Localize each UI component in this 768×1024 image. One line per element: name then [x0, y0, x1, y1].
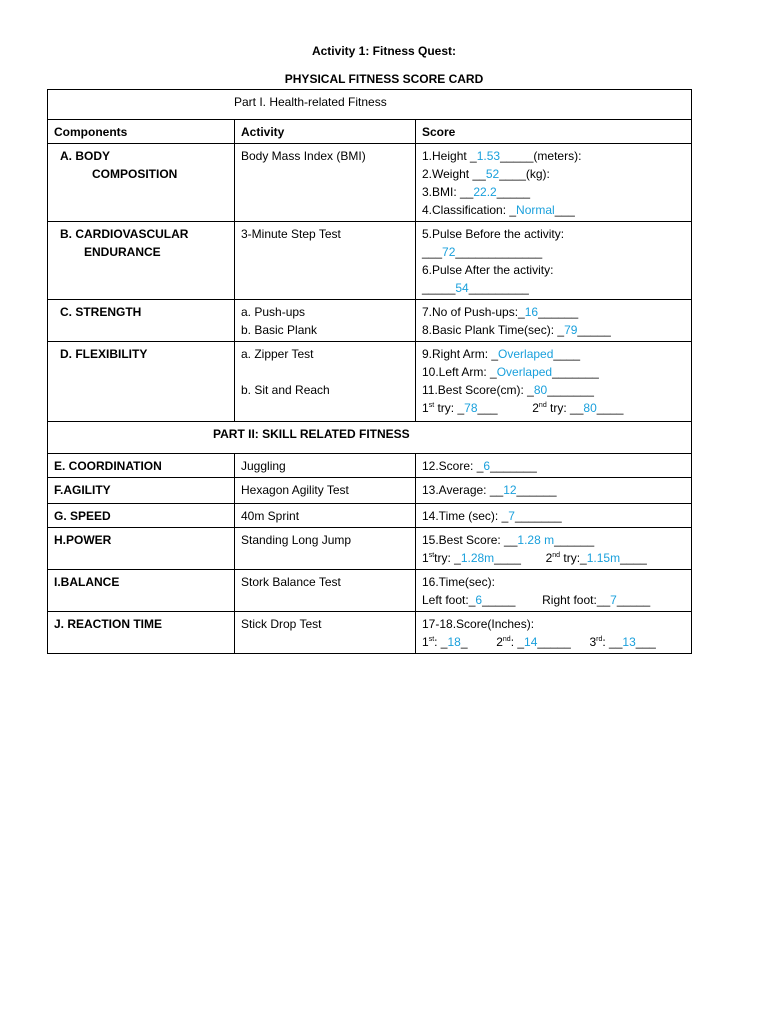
- activity-cell: [235, 300, 416, 342]
- balance-feet-line: [422, 591, 685, 609]
- tries-line: [422, 399, 685, 417]
- height-line: [422, 147, 685, 165]
- table-row: [48, 144, 692, 222]
- try2-sup: nd: [538, 402, 547, 409]
- table-row: [48, 612, 692, 654]
- pulse-before-value: 72: [442, 245, 456, 259]
- classification-value: Normal: [516, 203, 555, 217]
- table-row: [48, 342, 692, 422]
- score-cell: [416, 612, 692, 654]
- plank-value: 79: [564, 323, 578, 337]
- pulse-before-label: 5.Pulse Before the activity:: [422, 227, 565, 241]
- power-try2-suffix: ____: [620, 551, 647, 565]
- weight-line: [422, 165, 685, 183]
- best-score-value: 80: [533, 383, 548, 397]
- reaction-t2-value: 14: [524, 635, 538, 649]
- activity-cell: Standing Long Jump: [235, 528, 416, 570]
- activity-item: b. Sit and Reach: [241, 383, 330, 397]
- activity-cell: Hexagon Agility Test: [235, 478, 416, 504]
- score-cell: [416, 342, 692, 422]
- left-arm-value: Overlaped: [496, 365, 553, 379]
- activity-cell: 40m Sprint: [235, 504, 416, 528]
- score-cell: [416, 570, 692, 612]
- best-score-label: 11.Best Score(cm): _: [422, 383, 534, 397]
- bmi-label: 3.BMI: __: [422, 185, 474, 199]
- component-cell: F.AGILITY: [48, 478, 235, 504]
- best-score-suffix: _______: [547, 383, 594, 397]
- try2-num: 2: [532, 401, 539, 415]
- power-try2-value: 1.15m: [586, 551, 621, 565]
- fitness-score-table: [47, 89, 692, 654]
- component-cell: I.BALANCE: [48, 570, 235, 612]
- right-arm-label: 9.Right Arm: _: [422, 347, 499, 361]
- scorecard-title: PHYSICAL FITNESS SCORE CARD: [284, 72, 484, 86]
- activity-cell: Stick Drop Test: [235, 612, 416, 654]
- agility-suffix: ______: [516, 483, 557, 497]
- power-try1-sup: st: [428, 552, 435, 559]
- component-label: ENDURANCE: [84, 245, 161, 259]
- component-label: COMPOSITION: [92, 167, 178, 181]
- right-foot-label: Right foot:__: [542, 593, 611, 607]
- activity-cell: Juggling: [235, 454, 416, 478]
- coordination-value: 6: [483, 459, 491, 473]
- left-arm-suffix: _______: [552, 365, 599, 379]
- score-cell: [416, 454, 692, 478]
- component-cell: [48, 144, 235, 222]
- part1-title-row: [48, 90, 692, 120]
- left-arm-label: 10.Left Arm: _: [422, 365, 497, 379]
- right-arm-suffix: ____: [553, 347, 581, 361]
- try2-suffix: ____: [596, 401, 624, 415]
- reaction-tries-line: [422, 633, 685, 651]
- score-cell: [416, 300, 692, 342]
- part1-title-text: Part I. Health-related Fitness: [234, 95, 387, 109]
- reaction-t2-suffix: _____: [537, 635, 571, 649]
- agility-label: 13.Average: __: [422, 483, 504, 497]
- weight-suffix: ____(kg):: [499, 167, 550, 181]
- component-label: A. BODY: [60, 149, 111, 163]
- spacer: [241, 363, 409, 381]
- best-score-line: [422, 381, 685, 399]
- component-cell: [48, 222, 235, 300]
- score-cell: [416, 222, 692, 300]
- table-row: [48, 454, 692, 478]
- power-best-line: [422, 531, 685, 549]
- pulse-after-prefix: _____: [422, 281, 456, 295]
- power-try2-num: 2: [545, 551, 553, 565]
- activity-cell: Body Mass Index (BMI): [235, 144, 416, 222]
- activity-title: Activity 1: Fitness Quest:: [311, 44, 457, 58]
- right-foot-suffix: _____: [616, 593, 651, 607]
- try2-label: try: __: [546, 401, 584, 415]
- activity-cell: Stork Balance Test: [235, 570, 416, 612]
- height-label: 1.Height _: [422, 149, 477, 163]
- power-try2-sup: nd: [552, 552, 561, 559]
- header-activity: Activity: [235, 120, 416, 144]
- reaction-t1-sup: st: [428, 636, 435, 643]
- reaction-t2-label: : _: [510, 635, 525, 649]
- pushups-label: 7.No of Push-ups:_: [422, 305, 525, 319]
- classification-label: 4.Classification: _: [422, 203, 517, 217]
- reaction-t1-num: 1: [422, 635, 429, 649]
- agility-value: 12: [503, 483, 517, 497]
- right-arm-value: Overlaped: [498, 347, 554, 361]
- coordination-suffix: _______: [490, 459, 537, 473]
- bmi-value: 22.2: [473, 185, 497, 199]
- part2-title: [48, 422, 692, 454]
- try1-value: 78: [464, 401, 478, 415]
- reaction-t1-suffix: _: [460, 635, 468, 649]
- score-cell: [416, 478, 692, 504]
- reaction-t1-value: 18: [447, 635, 461, 649]
- speed-value: 7: [508, 509, 515, 523]
- header-components: Components: [48, 120, 235, 144]
- height-value: 1.53: [476, 149, 501, 163]
- pulse-before-prefix: ___: [422, 245, 443, 259]
- left-arm-line: [422, 363, 685, 381]
- plank-suffix: _____: [577, 323, 611, 337]
- pushups-line: [422, 303, 685, 321]
- right-foot-value: 7: [610, 593, 617, 607]
- pulse-before-line: [422, 243, 685, 261]
- reaction-t1-label: : _: [434, 635, 448, 649]
- activity-cell: 3-Minute Step Test: [235, 222, 416, 300]
- right-arm-line: [422, 345, 685, 363]
- pushups-suffix: ______: [538, 305, 579, 319]
- left-foot-value: 6: [475, 593, 483, 607]
- activity-item: a. Zipper Test: [241, 347, 314, 361]
- try1-num: 1: [422, 401, 429, 415]
- try2-value: 80: [583, 401, 597, 415]
- power-best-label: 15.Best Score: __: [422, 533, 518, 547]
- power-tries-line: [422, 549, 685, 567]
- pulse-after-suffix: _________: [468, 281, 529, 295]
- score-cell: [416, 528, 692, 570]
- score-cell: [416, 144, 692, 222]
- component-cell: G. SPEED: [48, 504, 235, 528]
- component-cell: C. STRENGTH: [48, 300, 235, 342]
- power-best-suffix: ______: [554, 533, 595, 547]
- power-best-value: 1.28 m: [517, 533, 555, 547]
- part2-title-row: [48, 422, 692, 454]
- power-try1-value: 1.28m: [460, 551, 495, 565]
- try1-label: try: _: [434, 401, 465, 415]
- try1-suffix: ___: [477, 401, 498, 415]
- power-try1-num: 1: [422, 551, 429, 565]
- pulse-after-label: 6.Pulse After the activity:: [422, 263, 554, 277]
- pulse-after-value: 54: [455, 281, 469, 295]
- header-score: Score: [416, 120, 692, 144]
- pulse-after-line: [422, 279, 685, 297]
- bmi-line: [422, 183, 685, 201]
- bmi-suffix: _____: [496, 185, 531, 199]
- classification-line: [422, 201, 685, 219]
- try1-sup: st: [428, 402, 435, 409]
- plank-line: [422, 321, 685, 339]
- speed-suffix: _______: [514, 509, 562, 523]
- coordination-label: 12.Score: _: [422, 459, 484, 473]
- pushups-value: 16: [524, 305, 539, 319]
- activity-cell: [235, 342, 416, 422]
- table-row: [48, 222, 692, 300]
- balance-label: 16.Time(sec):: [422, 575, 495, 589]
- reaction-t3-value: 13: [622, 635, 636, 649]
- table-row: [48, 300, 692, 342]
- power-try1-label: try: _: [434, 551, 461, 565]
- speed-label: 14.Time (sec): _: [422, 509, 509, 523]
- left-foot-label: Left foot:_: [422, 593, 476, 607]
- reaction-label: 17-18.Score(Inches):: [422, 617, 535, 631]
- table-row: [48, 570, 692, 612]
- left-foot-suffix: _____: [482, 593, 516, 607]
- component-cell: E. COORDINATION: [48, 454, 235, 478]
- reaction-t3-label: : __: [602, 635, 623, 649]
- plank-label: 8.Basic Plank Time(sec): _: [422, 323, 565, 337]
- header-row: [48, 120, 692, 144]
- component-cell: H.POWER: [48, 528, 235, 570]
- component-label: B. CARDIOVASCULAR: [60, 227, 189, 241]
- weight-value: 52: [485, 167, 500, 181]
- component-cell: J. REACTION TIME: [48, 612, 235, 654]
- reaction-t2-num: 2: [496, 635, 503, 649]
- power-try1-suffix: ____: [494, 551, 521, 565]
- activity-item: b. Basic Plank: [241, 323, 318, 337]
- reaction-t3-num: 3: [589, 635, 597, 649]
- pulse-before-suffix: _____________: [455, 245, 543, 259]
- table-row: [48, 504, 692, 528]
- part2-title-text: PART II: SKILL RELATED FITNESS: [213, 427, 410, 441]
- table-row: [48, 528, 692, 570]
- activity-item: a. Push-ups: [241, 305, 306, 319]
- table-row: [48, 478, 692, 504]
- part1-title: [48, 90, 692, 120]
- classification-suffix: ___: [554, 203, 575, 217]
- reaction-t3-suffix: ___: [635, 635, 656, 649]
- component-cell: D. FLEXIBILITY: [48, 342, 235, 422]
- height-suffix: _____(meters):: [500, 149, 582, 163]
- weight-label: 2.Weight __: [422, 167, 486, 181]
- reaction-t2-sup: nd: [502, 636, 511, 643]
- score-cell: [416, 504, 692, 528]
- power-try2-label: try:_: [560, 551, 587, 565]
- reaction-t3-sup: rd: [596, 636, 603, 643]
